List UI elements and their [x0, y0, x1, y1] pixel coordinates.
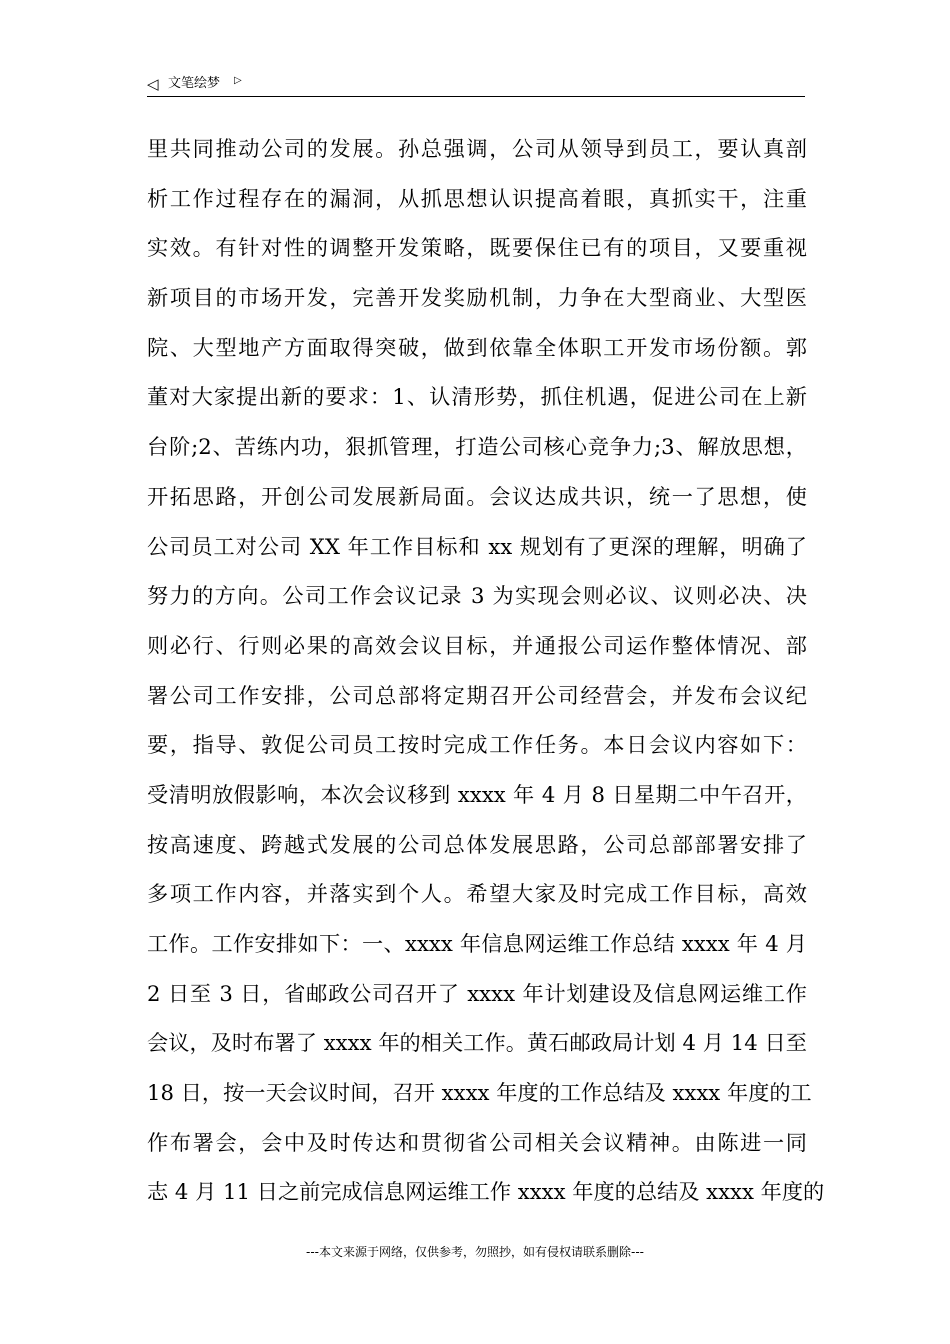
body-line: 里共同推动公司的发展。孙总强调，公司从领导到员工，要认真剖: [147, 136, 807, 161]
body-line: 新项目的市场开发，完善开发奖励机制，力争在大型商业、大型医: [147, 285, 807, 311]
header-title: 文笔绘梦: [168, 76, 221, 91]
body-line: 公司员工对公司 XX 年工作目标和 xx 规划有了更深的理解，明确了: [147, 533, 807, 559]
body-line: 开拓思路，开创公司发展新局面。会议达成共识，统一了思想，使: [147, 483, 807, 509]
page-footer: ---本文来源于网络，仅供参考，勿照抄，如有侵权请联系删除---: [306, 1245, 644, 1259]
body-line: 按高速度、跨越式发展的公司总体发展思路，公司总部部署安排了: [147, 831, 807, 857]
body-line: 董对大家提出新的要求：1、认清形势，抓住机遇，促进公司在上新: [147, 384, 807, 410]
body-line: 志 4 月 11 日之前完成信息网运维工作 xxxx 年度的总结及 xxxx 年度的: [147, 1179, 825, 1205]
body-line: 要，指导、敦促公司员工按时完成工作任务。本日会议内容如下：: [147, 732, 807, 758]
page-header: [147, 72, 805, 97]
body-line: 多项工作内容，并落实到个人。希望大家及时完成工作目标，高效: [147, 881, 807, 907]
body-line: 院、大型地产方面取得突破，做到依靠全体职工开发市场份额。郭: [147, 334, 807, 360]
body-line: 则必行、行则必果的高效会议目标，并通报公司运作整体情况、部: [147, 632, 807, 658]
body-line: 会议，及时布署了 xxxx 年的相关工作。黄石邮政局计划 4 月 14 日至: [147, 1030, 807, 1056]
body-line: 实效。有针对性的调整开发策略，既要保住已有的项目，又要重视: [147, 235, 807, 261]
body-line: 18 日，按一天会议时间，召开 xxxx 年度的工作总结及 xxxx 年度的工: [147, 1080, 812, 1106]
body-line: 努力的方向。公司工作会议记录 3 为实现会则必议、议则必决、决: [147, 583, 807, 609]
body-line: 析工作过程存在的漏洞，从抓思想认识提高着眼，真抓实干，注重: [147, 185, 807, 211]
triangle-left-icon: ◁: [147, 75, 159, 93]
body-line: 2 日至 3 日，省邮政公司召开了 xxxx 年计划建设及信息网运维工作: [147, 980, 807, 1006]
body-line: 台阶;2、苦练内功，狠抓管理，打造公司核心竞争力;3、解放思想，: [147, 434, 807, 460]
document-body: [147, 124, 825, 1217]
body-line: 署公司工作安排，公司总部将定期召开公司经营会，并发布会议纪: [147, 682, 807, 708]
triangle-right-icon: ▷: [234, 75, 242, 86]
body-line: 作布署会，会中及时传达和贯彻省公司相关会议精神。由陈进一同: [147, 1129, 807, 1155]
body-line: 工作。工作安排如下：一、xxxx 年信息网运维工作总结 xxxx 年 4 月: [147, 931, 807, 956]
body-line: 受清明放假影响，本次会议移到 xxxx 年 4 月 8 日星期二中午召开，: [147, 781, 807, 807]
